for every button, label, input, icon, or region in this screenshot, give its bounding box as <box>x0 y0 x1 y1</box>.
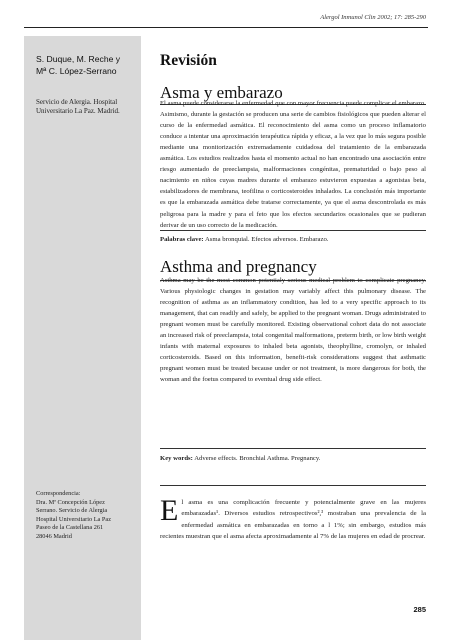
drop-cap: E <box>160 494 179 527</box>
authors <box>36 53 136 77</box>
correspondence-line: Paseo de la Castellana 261 <box>36 524 104 532</box>
title-english: Asthma and pregnancy <box>160 257 317 276</box>
authors-line-2: Mª C. López-Serrano <box>36 66 117 76</box>
keywords-spanish <box>160 236 426 243</box>
correspondence-line: Serrano. Servicio de Alergia <box>36 507 108 515</box>
body-paragraph <box>160 494 426 543</box>
header-rule <box>24 27 428 28</box>
abstract-english: Asthma may be the most common potentialy serious medical problem to complicate pregnancy. Various physiologic changes in gestation may variably affect this pulmonary disease. The recognition of asthma as an inflammatory condition, has led to a very specific approach to its management, that can readily and safely, be applied to the pregnant woman. Drugs administrated to pregnant women must be carefully monitored. Existing observational cohort data do not associate an increased risk of preeclampsia, total congenital malformations, preterm birth, or low birth weight infants with maternal exposures to inhaled beta agonists, theophylline, cromolyn, or inhaled corticosteroids. Based on this information, benefit-risk considerations suggest that asthmatic pregnant women must be treated because under or not treatment, is more dangerous for both, the woman and the foetus compared to eventual drug side effect. <box>160 276 426 384</box>
correspondence-line: 28046 Madrid <box>36 532 72 540</box>
keywords-rule <box>160 448 426 449</box>
abstract-spanish: El asma puede considerarse la enfermedad que con mayor frecuencia puede complicar el embarazo. Asimismo, durante la gestación se producen una serie de cambios fisiológicos que pueden alterar el curso de la enfermedad asmática. El reconocimiento del asma como un proceso inflamatorio conduce a intentar una aproximación terapéutica rápida y eficaz, a la vez que lo más segura posible mediante una monitorización extremadamente cuidadosa del tratamiento de la embarazada asmática. Los estudios realizados hasta el momento actual no han encontrado una asociación entre riesgo aumentado de preeclampsia, malformaciones congénitas, prematuridad o bajo peso al nacimiento en niños cuyas madres durante el embarazo estuvieron expuestas a agonistas beta, estabilizadores de membrana, teofilina o corticosteroides inhalados. La conclusión más importante es que la embarazada asmática debe tratarse correctamente, ya que el asma descontrolada es más peligrosa para la madre y para el feto que los efectos secundarios ocasionales que se pudieran derivar de un uso correcto de la medicación. <box>160 99 426 229</box>
section-rule <box>160 485 426 486</box>
title-spanish: Asma y embarazo <box>160 83 283 102</box>
keywords-english <box>160 455 426 462</box>
correspondence-line: Hospital Universitario La Paz <box>36 515 112 523</box>
affiliation: Servicio de Alergia. Hospital Universitario La Paz. Madrid. <box>36 98 120 116</box>
keywords-text: Adverse effects. Bronchial Asthma. Pregnancy. <box>194 455 321 462</box>
body-text: l asma es una complicación frecuente y potencialmente grave en las mujeres embarazadas¹. Diversos estudios retrospectivos²,³ mostraban una prevalencia de la enfermedad asmática en embarazadas en torno a l 1%; sin embargo, estudios más recientes muestran que el asma afecta aproximadamente al 7% de las mujeres en edad de procrear. <box>160 499 426 541</box>
authors-line-1: S. Duque, M. Reche y <box>36 54 121 64</box>
correspondence-line: Dra. Mª Concepción López <box>36 498 105 506</box>
page-number: 285 <box>413 605 426 614</box>
journal-reference: Alergol Inmunol Clin 2002; 17: 285-290 <box>320 14 426 21</box>
keywords-text: Asma bronquial. Efectos adversos. Embarazo. <box>204 236 329 243</box>
keywords-label: Key words: <box>160 455 193 462</box>
section-label: Revisión <box>160 52 217 69</box>
author-sidebar <box>24 36 141 640</box>
correspondence <box>36 490 140 542</box>
keywords-label: Palabras clave: <box>160 236 204 243</box>
correspondence-line: Correspondencia: <box>36 490 81 497</box>
keywords-rule <box>160 230 426 231</box>
